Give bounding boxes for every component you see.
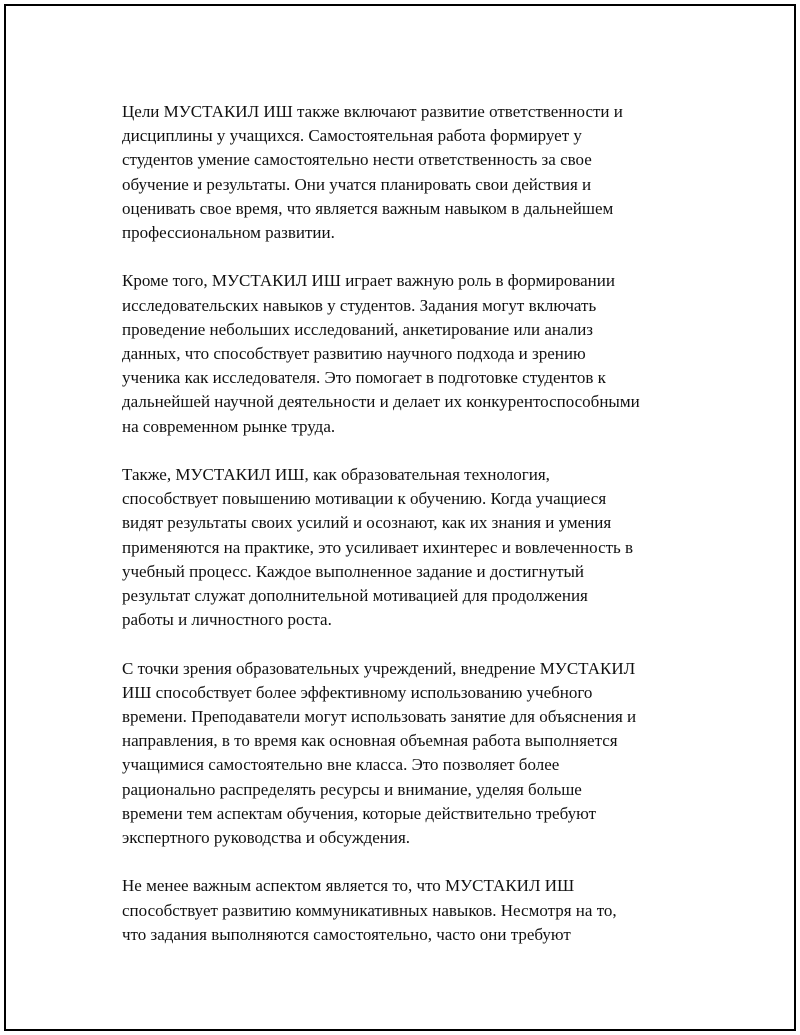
text-line: ИШ способствует более эффективному использованию учебного <box>122 682 593 702</box>
text-line: времени тем аспектам обучения, которые действительно требуют <box>122 803 597 823</box>
text-line: рационально распределять ресурсы и внимание, уделяя больше <box>122 779 582 799</box>
text-line: Также, МУСТАКИЛ ИШ, как образовательная технология, <box>122 465 550 485</box>
text-line: на современном рынке труда. <box>122 416 336 436</box>
text-line: дисциплины у учащихся. Самостоятельная работа формирует у <box>122 126 582 146</box>
page-border <box>4 4 796 1031</box>
text-line: результат служат дополнительной мотивацией для продолжения <box>122 586 588 606</box>
text-line: Не менее важным аспектом является то, что МУСТАКИЛ ИШ <box>122 876 575 896</box>
text-line: применяются на практике, это усиливает ихинтерес и вовлеченность в <box>122 537 634 557</box>
document-body <box>122 100 694 971</box>
paragraph-motivation <box>122 463 694 632</box>
paragraph-research-skills <box>122 269 694 438</box>
text-line: Цели МУСТАКИЛ ИШ также включают развитие ответственности и <box>122 102 623 121</box>
text-line: что задания выполняются самостоятельно, часто они требуют <box>122 924 571 944</box>
text-line: учебный процесс. Каждое выполненное задание и достигнутый <box>122 561 585 581</box>
text-line: С точки зрения образовательных учреждений, внедрение МУСТАКИЛ <box>122 658 636 678</box>
text-line: направления, в то время как основная объемная работа выполняется <box>122 731 618 751</box>
paragraph-responsibility <box>122 100 694 245</box>
text-line: обучение и результаты. Они учатся планировать свои действия и <box>122 174 592 194</box>
text-line: Кроме того, МУСТАКИЛ ИШ играет важную роль в формировании <box>122 271 615 291</box>
text-line: данных, что способствует развитию научного подхода и зрению <box>122 344 586 364</box>
text-line: экспертного руководства и обсуждения. <box>122 828 411 848</box>
text-line: ученика как исследователя. Это помогает в подготовке студентов к <box>122 368 606 388</box>
text-line: оценивать свое время, что является важным навыком в дальнейшем <box>122 198 614 218</box>
text-line: времени. Преподаватели могут использовать занятие для объяснения и <box>122 707 637 727</box>
text-line: профессиональном развитии. <box>122 223 335 243</box>
text-line: студентов умение самостоятельно нести ответственность за свое <box>122 150 592 170</box>
paragraph-communication <box>122 874 694 947</box>
text-line: проведение небольших исследований, анкетирование или анализ <box>122 319 594 339</box>
text-line: способствует повышению мотивации к обучению. Когда учащиеся <box>122 489 607 509</box>
text-line: исследовательских навыков у студентов. Задания могут включать <box>122 295 597 315</box>
text-line: учащимися самостоятельно вне класса. Это позволяет более <box>122 755 560 775</box>
text-line: способствует развитию коммуникативных навыков. Несмотря на то, <box>122 900 617 920</box>
paragraph-institutions <box>122 657 694 851</box>
text-line: работы и личностного роста. <box>122 610 332 630</box>
text-line: видят результаты своих усилий и осознают, как их знания и умения <box>122 513 612 533</box>
text-line: дальнейшей научной деятельности и делает их конкурентоспособными <box>122 392 640 412</box>
